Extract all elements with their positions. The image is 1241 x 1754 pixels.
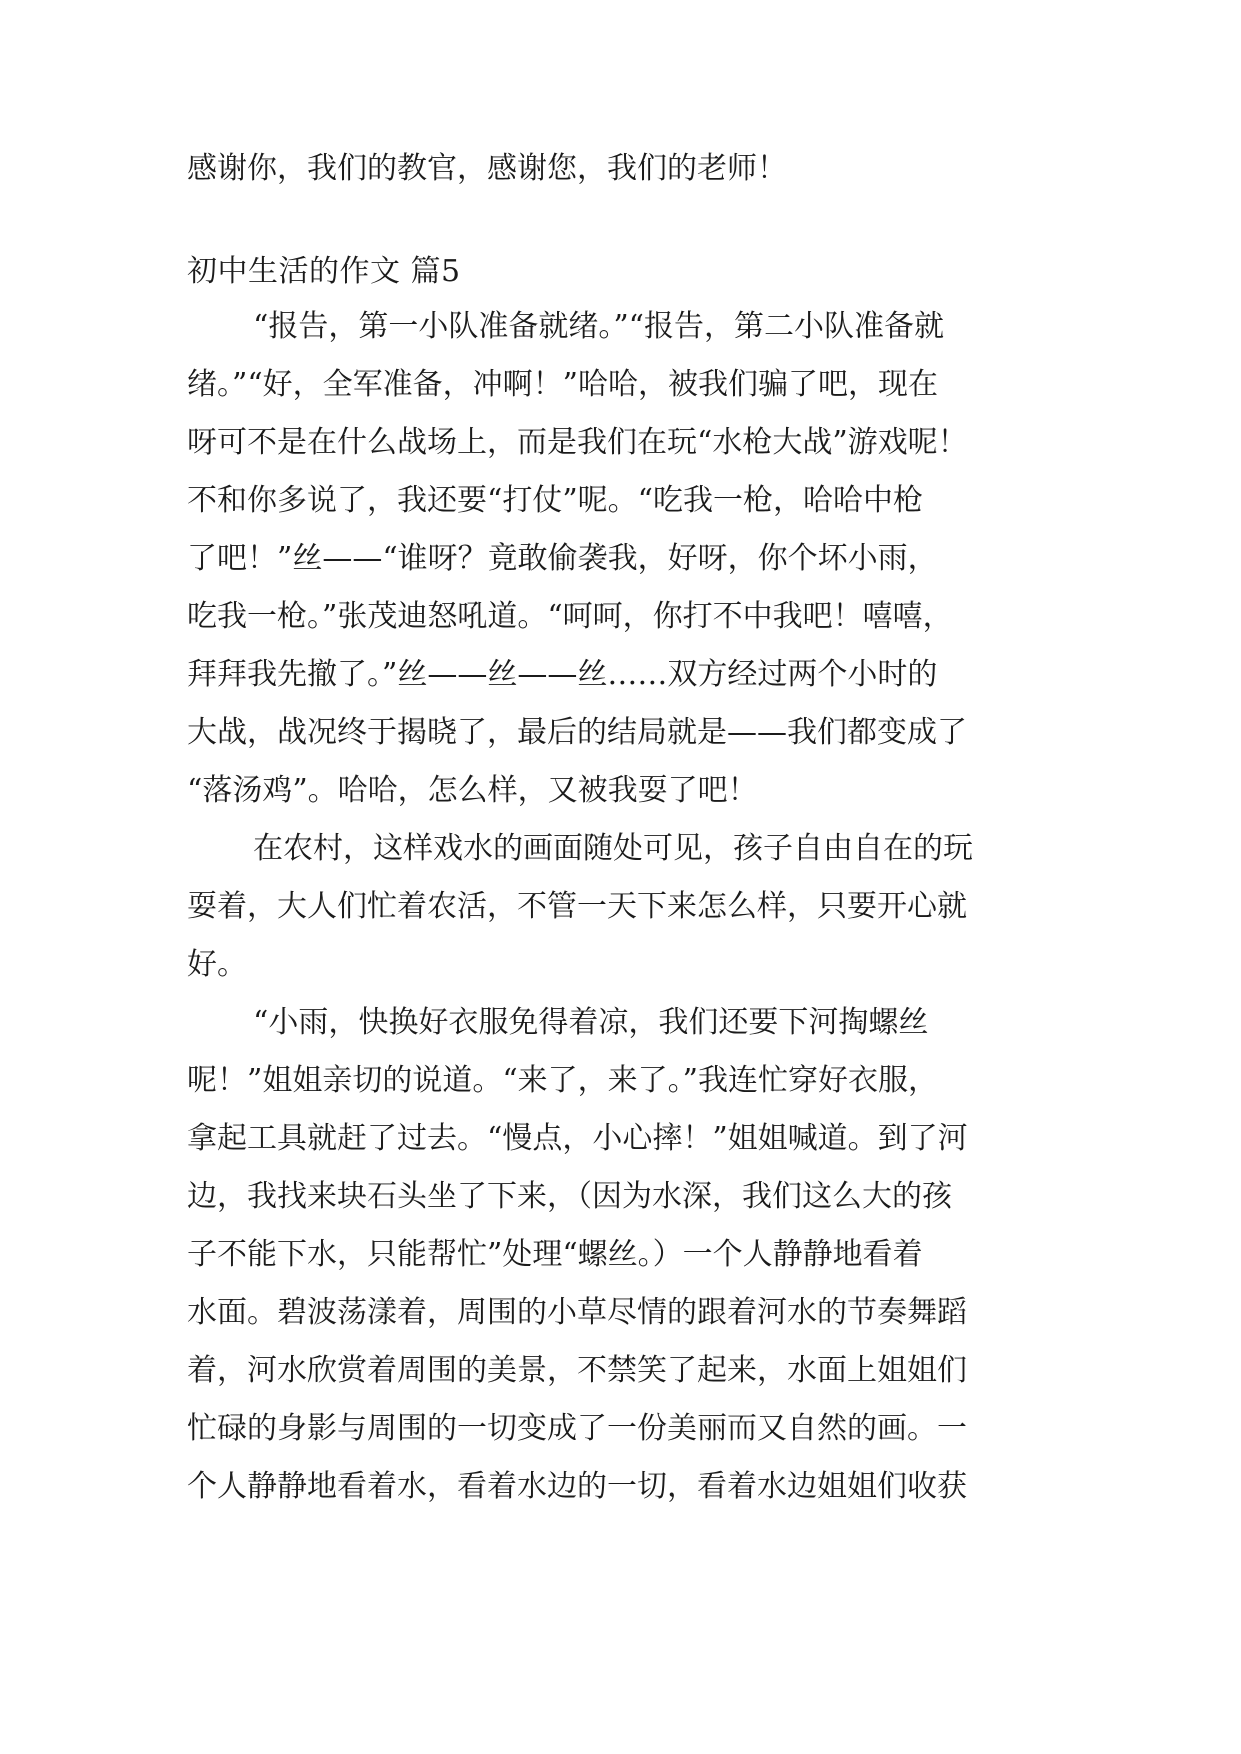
text-line: 呀可不是在什么战场上，而是我们在玩“水枪大战”游戏呢！ [187,425,968,460]
text-line: 个人静静地看着水，看着水边的一切，看着水边姐姐们收获 [187,1469,967,1504]
text-line: 子不能下水，只能帮忙”处理“螺丝。）一个人静静地看着 [187,1237,923,1272]
section-title: 初中生活的作文 篇5 [187,254,461,289]
text-line: 耍着，大人们忙着农活，不管一天下来怎么样，只要开心就 [187,889,967,924]
text-line: 大战，战况终于揭晓了，最后的结局就是——我们都变成了 [187,715,967,750]
text-line: 在农村，这样戏水的画面随处可见，孩子自由自在的玩 [253,831,973,866]
text-line: 拜拜我先撤了。”丝——丝——丝……双方经过两个小时的 [187,657,938,692]
paragraph-3 [187,994,1067,1516]
text-line: 绪。”“好，全军准备，冲啊！”哈哈，被我们骗了吧，现在 [187,367,939,402]
text-line: 呢！”姐姐亲切的说道。“来了，来了。”我连忙穿好衣服， [187,1063,939,1098]
closing-line [187,140,1067,198]
text-line: 不和你多说了，我还要“打仗”呢。“吃我一枪，哈哈中枪 [187,483,924,518]
text-line: 好。 [187,947,247,982]
text-line: 拿起工具就赶了过去。“慢点，小心摔！”姐姐喊道。到了河 [187,1121,968,1156]
text-line: 着，河水欣赏着周围的美景，不禁笑了起来，水面上姐姐们 [187,1353,967,1388]
text-line: 感谢你，我们的教官，感谢您，我们的老师！ [187,151,787,186]
text-line: “落汤鸡”。哈哈，怎么样，又被我耍了吧！ [187,773,758,808]
text-line: “小雨，快换好衣服免得着凉，我们还要下河掏螺丝 [253,1005,929,1040]
paragraph-2 [187,820,1067,994]
text-line: “报告，第一小队准备就绪。”“报告，第二小队准备就 [253,309,945,344]
text-line: 吃我一枪。”张茂迪怒吼道。“呵呵，你打不中我吧！嘻嘻， [187,599,953,634]
text-line: 水面。碧波荡漾着，周围的小草尽情的跟着河水的节奏舞蹈 [187,1295,967,1330]
text-line: 忙碌的身影与周围的一切变成了一份美丽而又自然的画。一 [187,1411,967,1446]
text-line: 了吧！”丝——“谁呀？竟敢偷袭我，好呀，你个坏小雨， [187,541,938,576]
text-line: 边，我找来块石头坐了下来，（因为水深，我们这么大的孩 [187,1179,952,1214]
paragraph-1 [187,298,1067,820]
